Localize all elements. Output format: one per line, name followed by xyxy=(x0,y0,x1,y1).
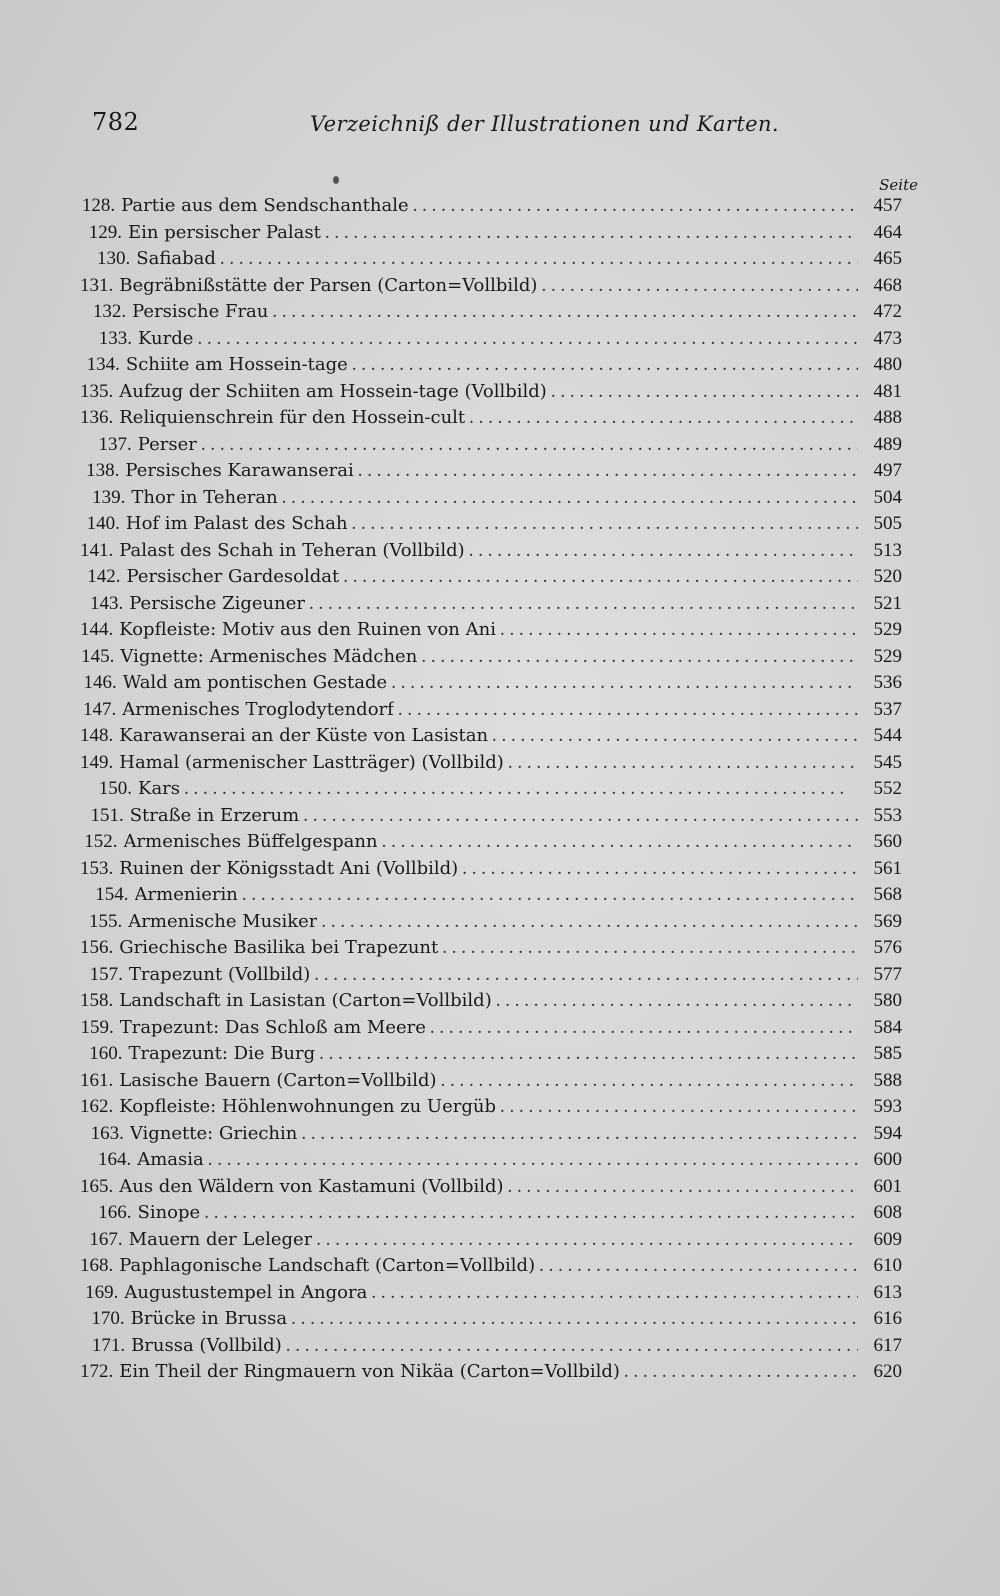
dot-leader xyxy=(286,1335,858,1357)
entry-title: Armenierin xyxy=(134,884,238,905)
entry-page-number: 568 xyxy=(873,884,902,905)
list-item xyxy=(80,407,902,434)
entry-title: Persische Frau xyxy=(132,301,269,322)
entry-page-number: 560 xyxy=(873,831,902,852)
list-item xyxy=(80,805,902,832)
entry-page-number: 521 xyxy=(873,592,902,614)
entry-title: Vignette: Griechin xyxy=(129,1122,298,1144)
list-item xyxy=(80,301,902,328)
dot-leader xyxy=(496,990,858,1012)
entry-page-number: 464 xyxy=(873,221,902,243)
dot-leader xyxy=(316,1229,858,1251)
entry-page-number: 497 xyxy=(873,460,902,481)
entry-title: Lasische Bauern (Carton=Vollbild) xyxy=(119,1069,437,1091)
dot-leader xyxy=(242,884,858,906)
list-item xyxy=(80,513,902,540)
dot-leader xyxy=(352,354,858,376)
dot-leader xyxy=(469,540,858,562)
entry-page-number: 588 xyxy=(873,1069,902,1091)
entry-number: 162. xyxy=(80,1096,114,1117)
entry-number: 151. xyxy=(90,804,124,826)
list-item xyxy=(80,1149,902,1176)
dot-leader xyxy=(201,434,858,456)
entry-number: 137. xyxy=(98,433,132,455)
dot-leader xyxy=(220,248,858,270)
entry-title: Armenische Musiker xyxy=(128,910,318,932)
entry-number: 156. xyxy=(80,937,114,958)
entry-title: Kopfleiste: Motiv aus den Ruinen von Ani xyxy=(119,619,496,640)
list-item xyxy=(80,778,902,805)
list-item xyxy=(80,858,902,885)
entry-number: 139. xyxy=(92,486,126,508)
column-label-seite: Seite xyxy=(879,176,918,194)
entry-number: 135. xyxy=(80,380,114,402)
list-item xyxy=(80,1017,902,1044)
entry-title: Amasia xyxy=(137,1149,204,1170)
entry-page-number: 609 xyxy=(873,1228,902,1250)
dot-leader xyxy=(551,381,858,403)
entry-page-number: 529 xyxy=(873,645,902,667)
dot-leader xyxy=(208,1149,858,1171)
dot-leader xyxy=(282,487,858,509)
list-item xyxy=(80,1361,902,1388)
entry-number: 160. xyxy=(89,1043,123,1064)
dot-leader xyxy=(184,778,858,800)
entry-page-number: 465 xyxy=(873,248,902,269)
entry-number: 172. xyxy=(80,1361,114,1382)
entry-page-number: 481 xyxy=(873,380,902,402)
running-title: Verzeichniß der Illustrationen und Karten. xyxy=(310,112,779,136)
entry-title: Aufzug der Schiiten am Hossein-tage (Vollbild) xyxy=(119,380,547,402)
entry-number: 140. xyxy=(86,513,120,534)
entry-page-number: 569 xyxy=(873,910,902,932)
list-item xyxy=(80,1308,902,1335)
entry-number: 144. xyxy=(80,619,114,640)
list-item xyxy=(80,328,902,355)
entry-title: Ruinen der Königsstadt Ani (Vollbild) xyxy=(119,857,459,879)
entry-page-number: 577 xyxy=(873,963,902,985)
entry-title: Griechische Basilika bei Trapezunt xyxy=(119,937,439,958)
dot-leader xyxy=(413,195,858,217)
entry-page-number: 489 xyxy=(873,433,902,455)
list-item xyxy=(80,248,902,275)
list-item xyxy=(80,1335,902,1362)
illustration-list xyxy=(80,195,902,1388)
list-item xyxy=(80,1070,902,1097)
entry-number: 146. xyxy=(83,672,117,693)
list-item xyxy=(80,672,902,699)
entry-title: Begräbnißstätte der Parsen (Carton=Vollbild) xyxy=(119,274,538,296)
entry-page-number: 600 xyxy=(873,1149,902,1170)
entry-title: Reliquienschrein für den Hossein-cult xyxy=(119,407,466,428)
list-item xyxy=(80,884,902,911)
entry-number: 169. xyxy=(85,1281,119,1303)
list-item xyxy=(80,434,902,461)
entry-page-number: 593 xyxy=(873,1096,902,1117)
entry-number: 128. xyxy=(81,195,116,216)
dot-leader xyxy=(441,1070,859,1092)
dot-leader xyxy=(539,1255,858,1277)
dot-leader xyxy=(492,725,858,747)
entry-page-number: 617 xyxy=(873,1334,902,1356)
entry-title: Persische Zigeuner xyxy=(129,592,305,614)
entry-number: 143. xyxy=(89,592,124,614)
entry-page-number: 504 xyxy=(873,486,902,508)
entry-page-number: 620 xyxy=(873,1361,902,1382)
list-item xyxy=(80,1096,902,1123)
entry-page-number: 472 xyxy=(873,301,902,322)
entry-page-number: 536 xyxy=(873,672,902,693)
list-item xyxy=(80,752,902,779)
entry-title: Aus den Wäldern von Kastamuni (Vollbild) xyxy=(119,1175,504,1197)
entry-page-number: 513 xyxy=(873,539,902,561)
dot-leader xyxy=(624,1361,858,1383)
dot-leader xyxy=(303,805,858,827)
entry-number: 152. xyxy=(84,831,118,852)
dot-leader xyxy=(469,407,858,429)
entry-page-number: 613 xyxy=(873,1281,902,1303)
page-header xyxy=(92,108,892,148)
entry-title: Sinope xyxy=(137,1202,201,1223)
entry-page-number: 520 xyxy=(873,566,902,587)
list-item xyxy=(80,831,902,858)
entry-page-number: 584 xyxy=(873,1016,902,1038)
list-item xyxy=(80,222,902,249)
entry-number: 134. xyxy=(86,354,120,375)
list-item xyxy=(80,1282,902,1309)
dot-leader xyxy=(508,752,858,774)
entry-number: 132. xyxy=(92,301,127,322)
entry-number: 130. xyxy=(97,248,131,269)
entry-title: Kars xyxy=(138,778,181,799)
dot-leader xyxy=(358,460,858,482)
entry-title: Mauern der Leleger xyxy=(128,1228,313,1250)
page-number: 782 xyxy=(92,108,140,136)
entry-number: 131. xyxy=(80,274,114,296)
dot-leader xyxy=(352,513,858,535)
entry-number: 149. xyxy=(80,751,114,773)
entry-number: 142. xyxy=(87,566,121,587)
list-item xyxy=(80,1176,902,1203)
entry-page-number: 545 xyxy=(873,751,902,773)
entry-title: Straße in Erzerum xyxy=(129,804,300,826)
entry-number: 145. xyxy=(81,645,115,667)
entry-page-number: 457 xyxy=(873,195,902,216)
entry-title: Trapezunt: Die Burg xyxy=(128,1043,316,1064)
entry-page-number: 537 xyxy=(873,698,902,720)
entry-number: 171. xyxy=(91,1334,126,1356)
list-item xyxy=(80,646,902,673)
dot-leader xyxy=(291,1308,858,1330)
dot-leader xyxy=(204,1202,858,1224)
entry-title: Augustustempel in Angora xyxy=(124,1281,368,1303)
entry-number: 165. xyxy=(80,1175,114,1197)
list-item xyxy=(80,1123,902,1150)
entry-number: 161. xyxy=(80,1069,114,1091)
entry-number: 163. xyxy=(90,1122,124,1144)
entry-title: Kurde xyxy=(138,327,194,349)
dot-leader xyxy=(319,1043,858,1065)
list-item xyxy=(80,964,902,991)
entry-number: 164. xyxy=(97,1149,132,1170)
dot-leader xyxy=(325,222,858,244)
entry-title: Palast des Schah in Teheran (Vollbild) xyxy=(119,539,465,561)
list-item xyxy=(80,1229,902,1256)
entry-title: Brussa (Vollbild) xyxy=(131,1334,282,1356)
entry-title: Hamal (armenischer Lastträger) (Vollbild) xyxy=(119,751,504,773)
list-item xyxy=(80,381,902,408)
entry-page-number: 488 xyxy=(873,407,902,428)
entry-number: 158. xyxy=(80,990,114,1011)
entry-page-number: 576 xyxy=(873,937,902,958)
entry-page-number: 585 xyxy=(873,1043,902,1064)
entry-page-number: 580 xyxy=(873,990,902,1011)
entry-title: Perser xyxy=(137,433,197,455)
entry-title: Armenisches Troglodytendorf xyxy=(122,698,394,720)
entry-page-number: 544 xyxy=(873,725,902,746)
entry-page-number: 468 xyxy=(873,274,902,296)
entry-number: 168. xyxy=(80,1255,114,1276)
entry-number: 170. xyxy=(91,1308,125,1329)
dot-leader xyxy=(500,619,858,641)
entry-number: 147. xyxy=(83,698,117,720)
entry-title: Persisches Karawanserai xyxy=(125,460,354,481)
dot-leader xyxy=(382,831,858,853)
dot-leader xyxy=(398,699,858,721)
entry-number: 148. xyxy=(80,725,114,746)
entry-title: Wald am pontischen Gestade xyxy=(122,672,388,693)
dot-leader xyxy=(371,1282,858,1304)
dot-leader xyxy=(442,937,858,959)
entry-number: 150. xyxy=(98,778,132,799)
list-item xyxy=(80,593,902,620)
list-item xyxy=(80,540,902,567)
entry-title: Trapezunt (Vollbild) xyxy=(128,963,311,985)
entry-number: 159. xyxy=(80,1016,114,1038)
list-item xyxy=(80,460,902,487)
entry-page-number: 594 xyxy=(873,1122,902,1144)
entry-page-number: 552 xyxy=(873,778,902,799)
list-item xyxy=(80,990,902,1017)
entry-number: 157. xyxy=(89,963,123,985)
entry-title: Persischer Gardesoldat xyxy=(126,566,340,587)
entry-page-number: 473 xyxy=(873,327,902,349)
entry-title: Safiabad xyxy=(136,248,216,269)
entry-page-number: 616 xyxy=(873,1308,902,1329)
dot-leader xyxy=(421,646,858,668)
list-item xyxy=(80,1255,902,1282)
list-item xyxy=(80,1043,902,1070)
ink-smudge xyxy=(333,176,339,184)
entry-number: 153. xyxy=(80,857,114,879)
dot-leader xyxy=(197,328,858,350)
entry-number: 129. xyxy=(88,221,122,243)
list-item xyxy=(80,911,902,938)
entry-page-number: 610 xyxy=(873,1255,902,1276)
entry-number: 154. xyxy=(95,884,129,905)
entry-page-number: 505 xyxy=(873,513,902,534)
list-item xyxy=(80,619,902,646)
entry-number: 155. xyxy=(89,910,123,932)
entry-number: 133. xyxy=(98,327,132,349)
entry-title: Hof im Palast des Schah xyxy=(125,513,348,534)
entry-page-number: 529 xyxy=(873,619,902,640)
entry-title: Thor in Teheran xyxy=(131,486,278,508)
dot-leader xyxy=(500,1096,858,1118)
entry-title: Brücke in Brussa xyxy=(130,1308,288,1329)
entry-page-number: 601 xyxy=(873,1175,902,1197)
list-item xyxy=(80,566,902,593)
entry-title: Partie aus dem Sendschanthale xyxy=(121,195,409,216)
dot-leader xyxy=(321,911,858,933)
entry-title: Schiite am Hossein-tage xyxy=(125,354,348,375)
list-item xyxy=(80,354,902,381)
entry-page-number: 480 xyxy=(873,354,902,375)
entry-title: Landschaft in Lasistan (Carton=Vollbild) xyxy=(119,990,492,1011)
dot-leader xyxy=(430,1017,858,1039)
entry-title: Karawanserai an der Küste von Lasistan xyxy=(119,725,489,746)
entry-number: 138. xyxy=(86,460,120,481)
entry-number: 141. xyxy=(80,539,114,561)
entry-title: Ein Theil der Ringmauern von Nikäa (Carton=Vollbild) xyxy=(119,1361,620,1382)
entry-page-number: 608 xyxy=(873,1202,902,1223)
dot-leader xyxy=(391,672,858,694)
list-item xyxy=(80,699,902,726)
entry-title: Vignette: Armenisches Mädchen xyxy=(120,645,418,667)
list-item xyxy=(80,1202,902,1229)
dot-leader xyxy=(462,858,858,880)
entry-title: Kopfleiste: Höhlenwohnungen zu Uergüb xyxy=(119,1096,496,1117)
entry-title: Ein persischer Palast xyxy=(127,221,321,243)
entry-number: 166. xyxy=(98,1202,132,1223)
list-item xyxy=(80,725,902,752)
dot-leader xyxy=(301,1123,858,1145)
dot-leader xyxy=(314,964,858,986)
list-item xyxy=(80,275,902,302)
list-item xyxy=(80,195,902,222)
entry-title: Paphlagonische Landschaft (Carton=Vollbild) xyxy=(119,1255,536,1276)
entry-page-number: 553 xyxy=(873,804,902,826)
entry-number: 167. xyxy=(89,1228,123,1250)
dot-leader xyxy=(541,275,858,297)
dot-leader xyxy=(309,593,858,615)
entry-number: 136. xyxy=(80,407,114,428)
entry-title: Armenisches Büffelgespann xyxy=(123,831,378,852)
dot-leader xyxy=(343,566,858,588)
entry-page-number: 561 xyxy=(873,857,902,879)
dot-leader xyxy=(272,301,858,323)
dot-leader xyxy=(508,1176,858,1198)
list-item xyxy=(80,487,902,514)
entry-title: Trapezunt: Das Schloß am Meere xyxy=(119,1016,426,1038)
list-item xyxy=(80,937,902,964)
